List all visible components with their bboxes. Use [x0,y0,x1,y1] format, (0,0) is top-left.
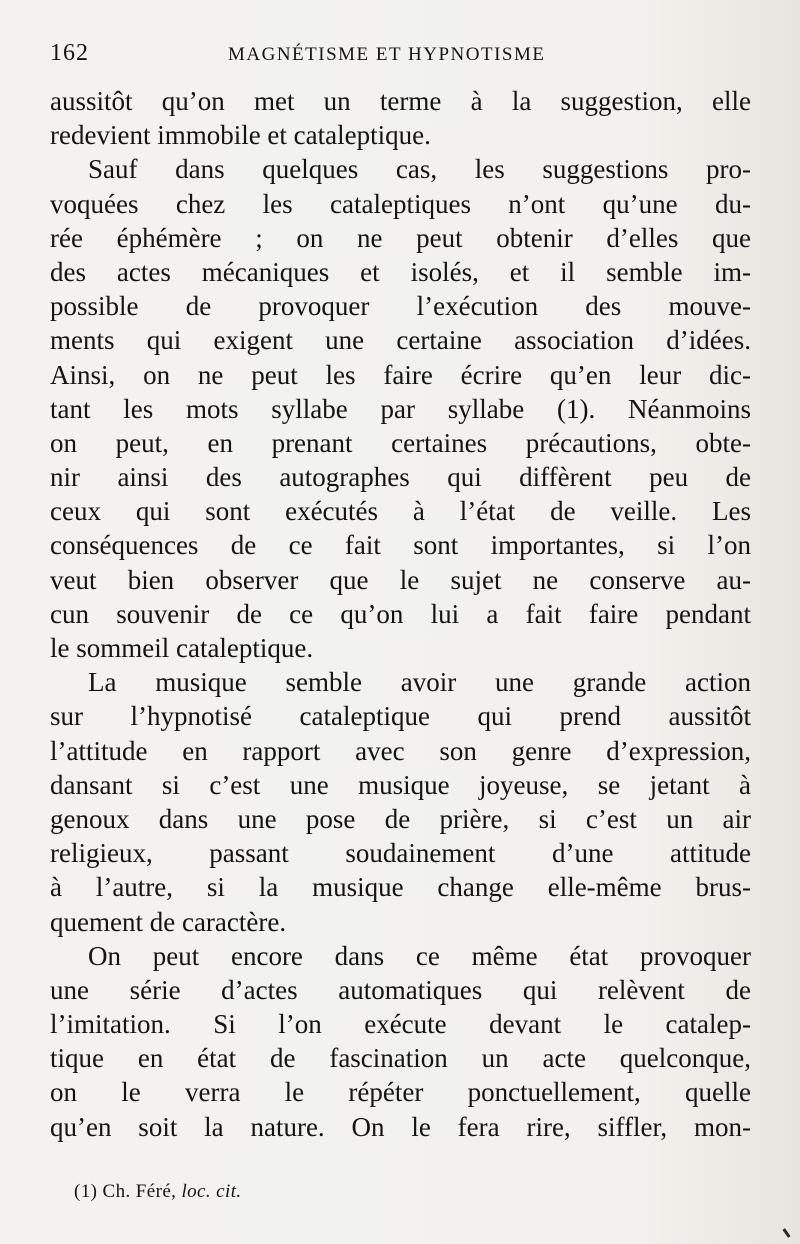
text-line: à l’autre, si la musique change elle-même brus- [50,872,751,903]
text-line: quement de caractère. [50,906,287,937]
text-line: conséquences de ce fait sont importantes, si l’on [50,530,751,561]
text-line: l’imitation. Si l’on exécute devant le catalep- [50,1009,751,1040]
running-title: MAGNÉTISME ET HYPNOTISME [228,44,546,65]
text-line: On peut encore dans ce même état provoquer [88,940,751,971]
footnote-reference: loc. cit. [181,1181,242,1202]
text-line: l’attitude en rapport avec son genre d’expression, [50,735,751,766]
text-line: religieux, passant soudainement d’une attitude [50,838,751,869]
footnote-author: Ch. Féré, [102,1181,177,1202]
page-header [50,40,750,70]
text-line: redevient immobile et cataleptique. [50,120,431,151]
text-line: aussitôt qu’on met un terme à la suggestion, elle [50,86,751,116]
text-line: Ainsi, on ne peut les faire écrire qu’en leur dic- [50,359,751,390]
page-number: 162 [50,40,89,66]
body-text [50,84,751,1144]
text-line: tant les mots syllabe par syllabe (1). Néanmoins [50,393,751,424]
text-line: nir ainsi des autographes qui diffèrent peu de [50,462,751,493]
text-line: on peut, en prenant certaines précautions, obte- [50,427,751,458]
text-line: ceux qui sont exécutés à l’état de veille. Les [50,496,751,527]
ink-speck [782,1228,790,1238]
text-line: ments qui exigent une certaine association d’idées. [50,325,751,356]
footnote-marker: (1) [74,1181,98,1202]
text-line: La musique semble avoir une grande action [88,667,751,698]
text-line: on le verra le répéter ponctuellement, quelle [50,1077,751,1108]
footnote [74,1181,242,1203]
text-line: cun souvenir de ce qu’on lui a fait faire pendant [50,598,751,629]
text-line: voquées chez les cataleptiques n’ont qu’une du- [50,188,751,219]
text-line: sur l’hypnotisé cataleptique qui prend aussitôt [50,701,751,732]
text-line: rée éphémère ; on ne peut obtenir d’elles que [50,222,751,253]
text-line: possible de provoquer l’exécution des mouve- [50,291,751,322]
text-line: le sommeil cataleptique. [50,633,314,663]
text-line: une série d’actes automatiques qui relèvent de [50,974,751,1005]
text-line: qu’en soit la nature. On le fera rire, siffler, mon- [50,1111,751,1142]
text-line: des actes mécaniques et isolés, et il semble im- [50,256,751,287]
text-line: Sauf dans quelques cas, les suggestions pro- [88,154,751,185]
text-line: veut bien observer que le sujet ne conserve au- [50,564,751,595]
text-line: tique en état de fascination un acte quelconque, [50,1043,751,1074]
text-line: genoux dans une pose de prière, si c’est un air [50,803,751,834]
text-line: dansant si c’est une musique joyeuse, se jetant à [50,769,751,800]
